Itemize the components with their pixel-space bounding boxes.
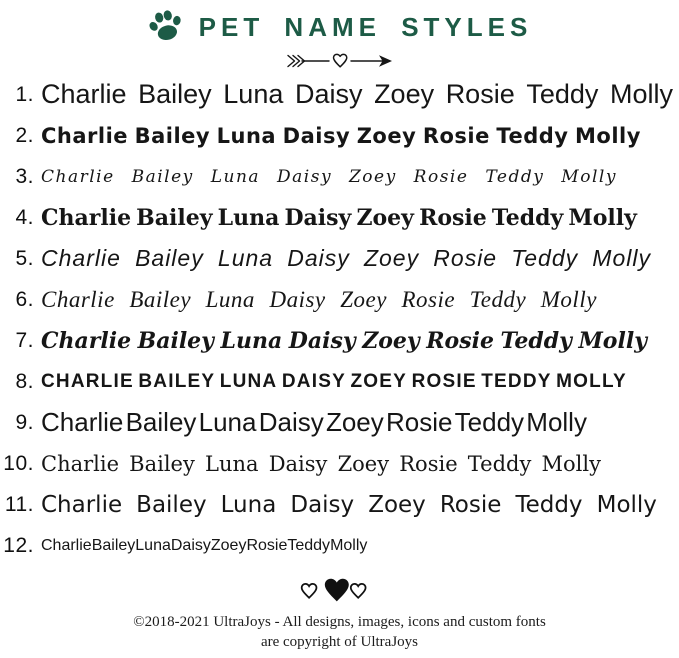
pet-name: Molly (526, 407, 587, 437)
row-number: 6. (15, 287, 34, 311)
pet-name: Charlie (41, 166, 115, 187)
pet-name: Molly (568, 204, 637, 231)
pet-name: Daisy (277, 166, 333, 187)
triple-hearts-icon (290, 573, 388, 607)
pet-name: Molly (609, 79, 673, 109)
pet-name: Luna (210, 166, 261, 187)
row-names (41, 245, 651, 272)
row-names (41, 492, 657, 518)
pet-name: Zoey (356, 204, 414, 231)
pet-name: Teddy (515, 491, 583, 518)
pet-name: Molly (561, 166, 617, 187)
pet-name: Daisy (288, 327, 356, 354)
pet-name: Teddy (526, 79, 599, 109)
pet-name: Rosie (445, 79, 515, 109)
pet-name: Teddy (500, 327, 572, 354)
row-number: 9. (15, 410, 34, 434)
pet-name: Bailey (91, 536, 136, 554)
pet-name: Teddy (496, 123, 569, 148)
pet-name: Luna (217, 204, 280, 231)
pet-name: Charlie (41, 407, 124, 437)
pet-name: Teddy (469, 286, 527, 312)
pet-name: ZOEY (350, 370, 408, 392)
copyright-line-1: ©2018-2021 UltraJoys - All designs, images, icons and custom fonts (133, 614, 546, 630)
pet-name: Zoey (340, 286, 387, 312)
pet-name: Charlie (41, 491, 123, 518)
row-names (41, 328, 647, 354)
row-names (41, 452, 601, 476)
style-row (0, 197, 679, 238)
pet-name: Charlie (41, 327, 132, 354)
row-number: 10. (3, 451, 34, 475)
pet-name: Daisy (258, 407, 324, 437)
row-number: 2. (15, 123, 34, 147)
pet-name: Zoey (337, 451, 390, 476)
pet-name: Bailey (136, 491, 207, 518)
row-number: 4. (15, 205, 34, 229)
style-row (0, 361, 679, 402)
pet-name: LUNA (219, 370, 278, 392)
arrow-with-heart-icon (285, 50, 395, 72)
pet-name: Rosie (399, 451, 458, 476)
pet-name: Daisy (282, 123, 351, 148)
header (0, 0, 679, 45)
pet-name: Molly (575, 123, 641, 148)
row-names (41, 371, 627, 393)
row-names (41, 167, 617, 187)
pet-name: Zoey (325, 407, 384, 437)
pet-name: Zoey (349, 166, 397, 187)
pet-name: Rosie (401, 286, 456, 312)
pet-name: Rosie (439, 491, 502, 518)
style-row (0, 320, 679, 361)
pet-name: Zoey (362, 327, 420, 354)
pet-name: Charlie (41, 536, 92, 554)
pet-name: Luna (205, 451, 259, 476)
row-number: 11. (4, 492, 34, 516)
row-number: 3. (15, 164, 34, 188)
pet-name: CHARLIE (41, 370, 134, 392)
pet-name: Luna (205, 286, 255, 312)
pet-name: Rosie (422, 123, 490, 148)
pet-name: Zoey (356, 123, 417, 148)
pet-name: Rosie (246, 536, 288, 554)
row-number: 7. (15, 328, 34, 352)
pet-name: Teddy (467, 451, 532, 476)
pet-name: Rosie (413, 166, 469, 187)
style-row (0, 74, 679, 115)
pet-name: Charlie (41, 451, 120, 476)
pet-name: Bailey (138, 79, 212, 109)
pet-name: Bailey (131, 166, 194, 187)
style-row (0, 238, 679, 279)
pet-name: Molly (540, 286, 597, 312)
pet-name: Luna (198, 407, 257, 437)
copyright-line-2: are copyright of UltraJoys (260, 633, 419, 650)
pet-name: Rosie (426, 327, 494, 354)
pet-name: Teddy (454, 407, 525, 437)
row-number: 5. (15, 246, 34, 270)
pet-name: Bailey (137, 327, 214, 354)
pet-name: Molly (330, 536, 368, 554)
pet-name: Molly (541, 451, 601, 476)
style-rows (0, 74, 679, 566)
pet-name: Luna (220, 491, 277, 518)
copyright (0, 613, 679, 652)
row-names (41, 537, 367, 555)
pet-name: Daisy (287, 245, 350, 271)
pet-name: Rosie (385, 407, 453, 437)
pet-name: Charlie (41, 245, 121, 271)
pet-name: TEDDY (481, 370, 552, 392)
style-row (0, 279, 679, 320)
pet-name: BAILEY (138, 370, 216, 392)
pet-name: Zoey (374, 79, 435, 109)
pet-name: Luna (135, 536, 171, 554)
pet-name: Charlie (41, 286, 115, 312)
style-row (0, 115, 679, 156)
pet-name: Charlie (41, 204, 132, 231)
pet-name: Charlie (41, 79, 127, 109)
pet-name: Bailey (125, 407, 197, 437)
paw-print-icon (147, 9, 185, 45)
pet-name: ROSIE (411, 370, 477, 392)
pet-name: Teddy (287, 536, 331, 554)
pet-name: Luna (220, 327, 283, 354)
pet-name: Bailey (129, 451, 195, 476)
pet-name: Daisy (284, 204, 352, 231)
row-names (41, 205, 637, 231)
row-names (41, 407, 587, 438)
pet-name: Daisy (294, 79, 363, 109)
pet-name: Molly (578, 327, 647, 354)
pet-name: Luna (217, 245, 274, 271)
pet-name: Daisy (268, 451, 328, 476)
pet-name: Bailey (134, 123, 211, 148)
row-names (41, 124, 641, 148)
style-row (0, 402, 679, 443)
style-row (0, 443, 679, 484)
pet-name: Charlie (41, 123, 129, 148)
row-names (41, 287, 597, 313)
pet-name: Daisy (269, 286, 326, 312)
pet-name: DAISY (281, 370, 346, 392)
pet-name: Rosie (419, 204, 487, 231)
footer (0, 573, 679, 652)
arrow-heart-divider (0, 50, 679, 70)
pet-name: Bailey (135, 245, 204, 271)
row-number: 12. (3, 533, 34, 557)
pet-name: Molly (596, 491, 657, 518)
style-row (0, 156, 679, 197)
row-number: 1. (15, 82, 34, 106)
pet-name: Daisy (170, 536, 211, 554)
pet-name: Luna (223, 79, 284, 109)
pet-name: Bailey (129, 286, 192, 312)
pet-name: Luna (216, 123, 277, 148)
style-row (0, 484, 679, 525)
pet-name: Teddy (511, 245, 579, 271)
pet-name: Daisy (290, 491, 355, 518)
pet-name: Zoey (210, 536, 247, 554)
pet-name: Molly (592, 245, 651, 271)
pet-name: Teddy (491, 204, 564, 231)
page-title: PET NAME STYLES (198, 11, 533, 42)
pet-name: Zoey (368, 491, 426, 518)
pet-name: Rosie (433, 245, 498, 271)
row-number: 8. (15, 369, 34, 393)
row-names (41, 79, 673, 110)
style-row (0, 525, 679, 566)
pet-name: Teddy (485, 166, 545, 187)
pet-name: Bailey (136, 204, 213, 231)
pet-name: MOLLY (556, 370, 627, 392)
pet-name: Zoey (363, 245, 420, 271)
